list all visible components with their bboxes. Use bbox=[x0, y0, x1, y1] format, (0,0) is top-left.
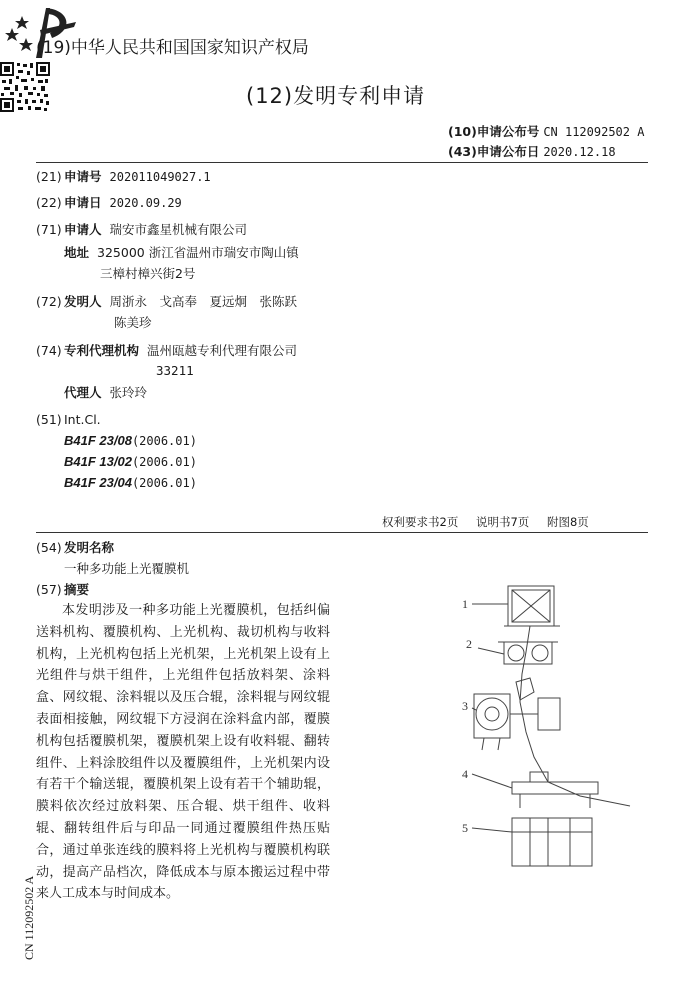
application-number-row: (21) 申请号 202011049027.1 bbox=[36, 169, 211, 184]
drawing-label: 5 bbox=[462, 821, 468, 835]
drawing-label: 2 bbox=[466, 637, 472, 651]
side-publication-code: CN 112092502 A bbox=[22, 875, 36, 960]
agency-name: 温州瓯越专利代理有限公司 bbox=[147, 343, 298, 358]
ipc-item: B41F 13/02(2006.01) bbox=[64, 454, 197, 469]
inventors-row: (72) 发明人 周浙永 戈高奉 夏远炯 张陈跃 bbox=[36, 294, 298, 309]
representative-drawing bbox=[460, 582, 665, 872]
ipc-label: Int.Cl. bbox=[64, 412, 101, 427]
document-type: (12)发明专利申请 bbox=[246, 84, 426, 108]
drawing-label: 3 bbox=[462, 699, 468, 713]
agency-row: (74) 专利代理机构 温州瓯越专利代理有限公司 bbox=[36, 343, 298, 358]
title-header-row: (54) 发明名称 bbox=[36, 540, 115, 555]
biblio-divider bbox=[36, 532, 648, 533]
drawing-pages: 附图8页 bbox=[546, 515, 589, 529]
ipc-item: B41F 23/04(2006.01) bbox=[64, 475, 197, 490]
inventors-line-2: 陈美珍 bbox=[114, 315, 152, 330]
abstract-text: 本发明涉及一种多功能上光覆膜机，包括纠偏送料机构、覆膜机构、上光机构、裁切机构与收料机构，上光机构包括上光机架，上光机架上设有上光组件与烘干组件，上光组件包括放料架、涂料盒、网纹辊、涂料辊以及压合辊，涂料辊与网纹辊表面相接触，网纹辊下方浸润在涂料盒内部，覆膜机构包括覆膜机架，覆膜机架上设有收料辊、翻转组件、上料涂胶组件以及覆膜组件，上光机架内设有若干个输送辊，覆膜机架上设有若干个辅助辊，膜料依次经过放料架、压合辊、烘干组件、收料辊、翻转组件后与印品一同通过覆膜组件热压贴合，通过单张连线的膜料将上光机构与覆膜机构联动，提高产品档次，降低成本与原本搬运过程中带来人工成本与时间成本。 bbox=[36, 603, 330, 902]
publication-number-label: (10)申请公布号 bbox=[448, 124, 540, 139]
inventors-line-1: 周浙永 戈高奉 夏远炯 张陈跃 bbox=[109, 294, 298, 309]
applicant-name: 瑞安市鑫星机械有限公司 bbox=[109, 222, 248, 237]
header-divider bbox=[36, 162, 648, 163]
publication-number: CN 112092502 A bbox=[543, 125, 645, 139]
qr-code-icon[interactable] bbox=[0, 62, 50, 112]
invention-title: 一种多功能上光覆膜机 bbox=[64, 561, 190, 576]
application-number: 202011049027.1 bbox=[109, 170, 211, 184]
publication-number-row bbox=[448, 122, 644, 140]
publication-date-row bbox=[448, 142, 616, 160]
drawing-label: 4 bbox=[462, 767, 468, 781]
publication-date: 2020.12.18 bbox=[543, 145, 616, 159]
address-row: 地址 325000 浙江省温州市瑞安市陶山镇 bbox=[64, 245, 299, 260]
drawing-label: 1 bbox=[462, 597, 468, 611]
applicant-row: (71) 申请人 瑞安市鑫星机械有限公司 bbox=[36, 222, 248, 237]
address-line-2: 三樟村樟兴街2号 bbox=[100, 266, 196, 281]
description-pages: 说明书7页 bbox=[475, 515, 530, 529]
ipc-item: B41F 23/08(2006.01) bbox=[64, 433, 197, 448]
page-counts bbox=[382, 514, 589, 530]
application-date-row: (22) 申请日 2020.09.29 bbox=[36, 195, 182, 210]
agency-id: 33211 bbox=[156, 363, 194, 378]
abstract-header-row: (57) 摘要 bbox=[36, 582, 90, 597]
agent-name: 张玲玲 bbox=[109, 385, 148, 400]
office-name: (19)中华人民共和国国家知识产权局 bbox=[36, 38, 309, 58]
publication-date-label: (43)申请公布日 bbox=[448, 144, 540, 159]
application-date: 2020.09.29 bbox=[109, 196, 182, 210]
address-line-1: 325000 浙江省温州市瑞安市陶山镇 bbox=[97, 245, 299, 260]
agent-row: 代理人 张玲玲 bbox=[64, 385, 148, 400]
claims-pages: 权利要求书2页 bbox=[382, 515, 459, 529]
ipc-header-row: (51) Int.Cl. bbox=[36, 412, 101, 427]
